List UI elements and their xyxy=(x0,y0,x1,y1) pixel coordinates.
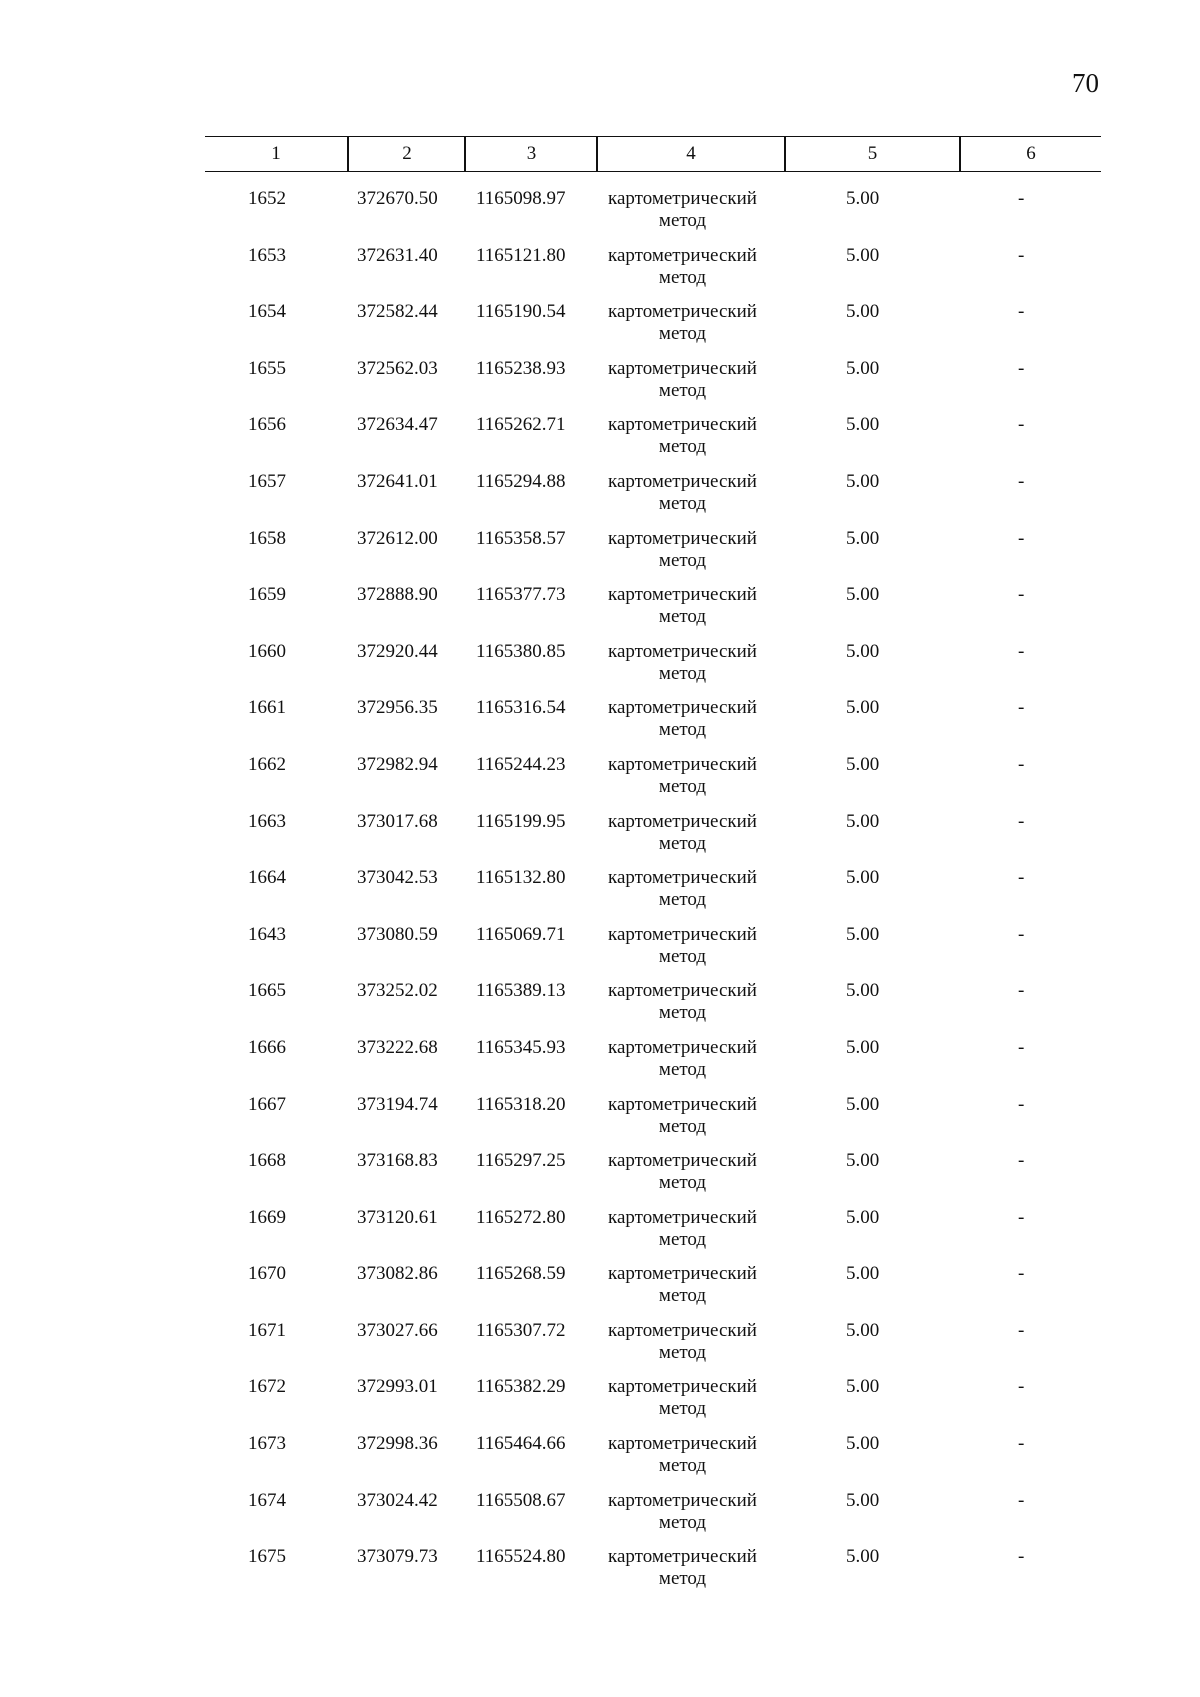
table-row xyxy=(0,301,1200,358)
method-cell xyxy=(580,1376,785,1420)
method-line-1: картометрический xyxy=(608,1206,757,1228)
coord-x: 372562.03 xyxy=(357,357,438,379)
table-row xyxy=(0,1037,1200,1094)
point-number: 1654 xyxy=(248,301,286,323)
coord-y: 1165382.29 xyxy=(476,1376,566,1398)
coord-y: 1165238.93 xyxy=(476,357,566,379)
method-cell xyxy=(580,1490,785,1534)
table-row xyxy=(0,584,1200,641)
method-line-1: картометрический xyxy=(608,188,757,209)
method-cell xyxy=(580,1207,785,1251)
method-line-2: метод xyxy=(658,775,707,797)
coord-y: 1165121.80 xyxy=(476,244,566,266)
note: - xyxy=(1018,1150,1025,1172)
coord-y: 1165358.57 xyxy=(476,527,566,549)
point-number: 1643 xyxy=(248,923,286,945)
table-row xyxy=(0,471,1200,528)
method-line-2: метод xyxy=(658,323,707,345)
method-line-2: метод xyxy=(658,719,707,741)
method-line-1: картометрический xyxy=(608,244,757,266)
coord-x: 373194.74 xyxy=(357,1093,438,1115)
coord-y: 1165098.97 xyxy=(476,188,566,209)
note: - xyxy=(1018,470,1025,492)
table-row xyxy=(0,1094,1200,1151)
table-row xyxy=(0,358,1200,415)
method-line-1: картометрический xyxy=(608,1319,757,1341)
point-number: 1668 xyxy=(248,1150,286,1172)
method-cell xyxy=(580,301,785,345)
method-line-1: картометрический xyxy=(608,923,757,945)
coord-x: 372670.50 xyxy=(357,188,438,209)
method-line-2: метод xyxy=(658,492,707,514)
note: - xyxy=(1018,1036,1025,1058)
accuracy: 5.00 xyxy=(846,470,880,492)
coord-y: 1165244.23 xyxy=(476,753,566,775)
coord-x: 372582.44 xyxy=(357,301,438,323)
accuracy: 5.00 xyxy=(846,414,880,436)
method-cell xyxy=(580,414,785,458)
method-line-1: картометрический xyxy=(608,470,757,492)
method-line-1: картометрический xyxy=(608,527,757,549)
note: - xyxy=(1018,1546,1025,1568)
method-cell xyxy=(580,1433,785,1477)
coord-x: 373222.68 xyxy=(357,1036,438,1058)
method-line-2: метод xyxy=(658,436,707,458)
point-number: 1662 xyxy=(248,753,286,775)
point-number: 1657 xyxy=(248,470,286,492)
point-number: 1658 xyxy=(248,527,286,549)
method-line-1: картометрический xyxy=(608,301,757,323)
accuracy: 5.00 xyxy=(846,188,880,209)
method-line-1: картометрический xyxy=(608,1263,757,1285)
coord-x: 372612.00 xyxy=(357,527,438,549)
method-cell xyxy=(580,924,785,968)
method-line-1: картометрический xyxy=(608,697,757,719)
point-number: 1664 xyxy=(248,867,286,889)
method-cell xyxy=(580,245,785,289)
coord-y: 1165345.93 xyxy=(476,1036,566,1058)
accuracy: 5.00 xyxy=(846,1263,880,1285)
coord-y: 1165297.25 xyxy=(476,1150,566,1172)
method-line-1: картометрический xyxy=(608,980,757,1002)
note: - xyxy=(1018,697,1025,719)
point-number: 1663 xyxy=(248,810,286,832)
table-row xyxy=(0,924,1200,981)
accuracy: 5.00 xyxy=(846,923,880,945)
note: - xyxy=(1018,1093,1025,1115)
method-cell xyxy=(580,867,785,911)
note: - xyxy=(1018,923,1025,945)
method-cell xyxy=(580,471,785,515)
point-number: 1672 xyxy=(248,1376,286,1398)
accuracy: 5.00 xyxy=(846,1376,880,1398)
note: - xyxy=(1018,301,1025,323)
method-cell xyxy=(580,697,785,741)
coord-x: 372888.90 xyxy=(357,584,438,606)
method-cell xyxy=(580,1150,785,1194)
coord-y: 1165190.54 xyxy=(476,301,566,323)
note: - xyxy=(1018,584,1025,606)
method-line-2: метод xyxy=(658,1172,707,1194)
point-number: 1653 xyxy=(248,244,286,266)
note: - xyxy=(1018,867,1025,889)
table-row xyxy=(0,1263,1200,1320)
coord-y: 1165262.71 xyxy=(476,414,566,436)
note: - xyxy=(1018,1376,1025,1398)
coord-x: 373027.66 xyxy=(357,1319,438,1341)
method-cell xyxy=(580,754,785,798)
point-number: 1670 xyxy=(248,1263,286,1285)
method-line-2: метод xyxy=(658,549,707,571)
coord-y: 1165316.54 xyxy=(476,697,566,719)
header-col-3: 3 xyxy=(526,143,537,164)
note: - xyxy=(1018,1206,1025,1228)
table-row xyxy=(0,1320,1200,1377)
method-line-2: метод xyxy=(658,832,707,854)
point-number: 1656 xyxy=(248,414,286,436)
method-line-2: метод xyxy=(658,1398,707,1420)
method-cell xyxy=(580,641,785,685)
header-col-6: 6 xyxy=(1026,143,1036,164)
coord-y: 1165524.80 xyxy=(476,1546,566,1568)
coord-y: 1165132.80 xyxy=(476,867,566,889)
note: - xyxy=(1018,810,1025,832)
table-row xyxy=(0,867,1200,924)
accuracy: 5.00 xyxy=(846,1093,880,1115)
coord-y: 1165389.13 xyxy=(476,980,566,1002)
method-line-1: картометрический xyxy=(608,640,757,662)
coord-y: 1165272.80 xyxy=(476,1206,566,1228)
method-line-2: метод xyxy=(658,266,707,288)
table-row xyxy=(0,754,1200,811)
accuracy: 5.00 xyxy=(846,301,880,323)
method-line-1: картометрический xyxy=(608,1376,757,1398)
note: - xyxy=(1018,1489,1025,1511)
accuracy: 5.00 xyxy=(846,1433,880,1455)
coord-y: 1165380.85 xyxy=(476,640,566,662)
method-line-2: метод xyxy=(658,1228,707,1250)
method-cell xyxy=(580,1320,785,1364)
method-line-2: метод xyxy=(658,889,707,911)
point-number: 1671 xyxy=(248,1319,286,1341)
method-line-1: картометрический xyxy=(608,1150,757,1172)
point-number: 1667 xyxy=(248,1093,286,1115)
point-number: 1673 xyxy=(248,1433,286,1455)
table-header xyxy=(205,136,1101,172)
point-number: 1669 xyxy=(248,1206,286,1228)
accuracy: 5.00 xyxy=(846,244,880,266)
method-line-1: картометрический xyxy=(608,753,757,775)
method-line-2: метод xyxy=(658,1511,707,1533)
point-number: 1666 xyxy=(248,1036,286,1058)
point-number: 1665 xyxy=(248,980,286,1002)
coord-y: 1165318.20 xyxy=(476,1093,566,1115)
coord-x: 373079.73 xyxy=(357,1546,438,1568)
table-row xyxy=(0,1376,1200,1433)
coord-x: 372982.94 xyxy=(357,753,438,775)
note: - xyxy=(1018,357,1025,379)
accuracy: 5.00 xyxy=(846,1319,880,1341)
method-cell xyxy=(580,584,785,628)
table-row xyxy=(0,1490,1200,1547)
coord-x: 373080.59 xyxy=(357,923,438,945)
table-row xyxy=(0,188,1200,245)
accuracy: 5.00 xyxy=(846,640,880,662)
coord-y: 1165508.67 xyxy=(476,1489,566,1511)
coord-x: 372998.36 xyxy=(357,1433,438,1455)
table-row xyxy=(0,1150,1200,1207)
note: - xyxy=(1018,1433,1025,1455)
accuracy: 5.00 xyxy=(846,584,880,606)
coord-x: 373024.42 xyxy=(357,1489,438,1511)
accuracy: 5.00 xyxy=(846,1150,880,1172)
method-line-2: метод xyxy=(658,210,707,231)
coord-x: 373042.53 xyxy=(357,867,438,889)
table-row xyxy=(0,1546,1200,1603)
header-col-1: 1 xyxy=(271,143,281,164)
coord-y: 1165069.71 xyxy=(476,923,566,945)
accuracy: 5.00 xyxy=(846,867,880,889)
accuracy: 5.00 xyxy=(846,1489,880,1511)
note: - xyxy=(1018,980,1025,1002)
method-cell xyxy=(580,188,785,232)
method-cell xyxy=(580,980,785,1024)
method-cell xyxy=(580,1037,785,1081)
table-row xyxy=(0,528,1200,585)
method-cell xyxy=(580,1094,785,1138)
method-line-1: картометрический xyxy=(608,867,757,889)
point-number: 1660 xyxy=(248,640,286,662)
method-line-2: метод xyxy=(658,662,707,684)
method-line-1: картометрический xyxy=(608,414,757,436)
accuracy: 5.00 xyxy=(846,697,880,719)
method-cell xyxy=(580,811,785,855)
header-col-4: 4 xyxy=(686,143,696,164)
method-line-2: метод xyxy=(658,1341,707,1363)
table-row xyxy=(0,811,1200,868)
coord-y: 1165307.72 xyxy=(476,1319,566,1341)
method-line-1: картометрический xyxy=(608,584,757,606)
coord-y: 1165199.95 xyxy=(476,810,566,832)
note: - xyxy=(1018,527,1025,549)
table-row xyxy=(0,980,1200,1037)
coord-x: 372993.01 xyxy=(357,1376,438,1398)
coord-x: 373252.02 xyxy=(357,980,438,1002)
coord-x: 372631.40 xyxy=(357,244,438,266)
method-cell xyxy=(580,528,785,572)
method-line-1: картометрический xyxy=(608,1093,757,1115)
method-line-2: метод xyxy=(658,1002,707,1024)
point-number: 1655 xyxy=(248,357,286,379)
coord-x: 373017.68 xyxy=(357,810,438,832)
table-body xyxy=(0,188,1200,1603)
accuracy: 5.00 xyxy=(846,1206,880,1228)
header-col-5: 5 xyxy=(867,143,878,164)
accuracy: 5.00 xyxy=(846,980,880,1002)
table-row xyxy=(0,245,1200,302)
table-row xyxy=(0,641,1200,698)
accuracy: 5.00 xyxy=(846,753,880,775)
point-number: 1675 xyxy=(248,1546,286,1568)
table-row xyxy=(0,1207,1200,1264)
note: - xyxy=(1018,640,1025,662)
method-line-1: картометрический xyxy=(608,1036,757,1058)
coord-x: 372956.35 xyxy=(357,697,438,719)
coord-x: 373168.83 xyxy=(357,1150,438,1172)
method-cell xyxy=(580,1263,785,1307)
coord-y: 1165464.66 xyxy=(476,1433,566,1455)
method-line-2: метод xyxy=(658,1285,707,1307)
coord-x: 372634.47 xyxy=(357,414,438,436)
table-row xyxy=(0,414,1200,471)
point-number: 1674 xyxy=(248,1489,286,1511)
method-line-1: картометрический xyxy=(608,1489,757,1511)
note: - xyxy=(1018,414,1025,436)
method-line-2: метод xyxy=(658,1455,707,1477)
method-line-2: метод xyxy=(658,1115,707,1137)
method-line-1: картометрический xyxy=(608,1433,757,1455)
note: - xyxy=(1018,753,1025,775)
method-line-1: картометрический xyxy=(608,810,757,832)
coord-y: 1165294.88 xyxy=(476,470,566,492)
page-number: 70 xyxy=(1072,68,1099,98)
method-line-2: метод xyxy=(658,379,707,401)
coord-y: 1165268.59 xyxy=(476,1263,566,1285)
header-col-2: 2 xyxy=(402,143,412,164)
method-cell xyxy=(580,1546,785,1590)
coord-x: 373082.86 xyxy=(357,1263,438,1285)
method-line-2: метод xyxy=(658,1058,707,1080)
coord-y: 1165377.73 xyxy=(476,584,566,606)
coord-x: 372920.44 xyxy=(357,640,438,662)
point-number: 1659 xyxy=(248,584,286,606)
method-line-2: метод xyxy=(658,945,707,967)
method-cell xyxy=(580,358,785,402)
accuracy: 5.00 xyxy=(846,357,880,379)
note: - xyxy=(1018,188,1025,209)
point-number: 1652 xyxy=(248,188,286,209)
method-line-2: метод xyxy=(658,1568,707,1590)
accuracy: 5.00 xyxy=(846,810,880,832)
coord-x: 373120.61 xyxy=(357,1206,438,1228)
coord-x: 372641.01 xyxy=(357,470,438,492)
accuracy: 5.00 xyxy=(846,527,880,549)
note: - xyxy=(1018,1319,1025,1341)
method-line-1: картометрический xyxy=(608,357,757,379)
note: - xyxy=(1018,1263,1025,1285)
note: - xyxy=(1018,244,1025,266)
method-line-1: картометрический xyxy=(608,1546,757,1568)
point-number: 1661 xyxy=(248,697,286,719)
accuracy: 5.00 xyxy=(846,1036,880,1058)
table-row xyxy=(0,1433,1200,1490)
table-row xyxy=(0,697,1200,754)
accuracy: 5.00 xyxy=(846,1546,880,1568)
method-line-2: метод xyxy=(658,606,707,628)
